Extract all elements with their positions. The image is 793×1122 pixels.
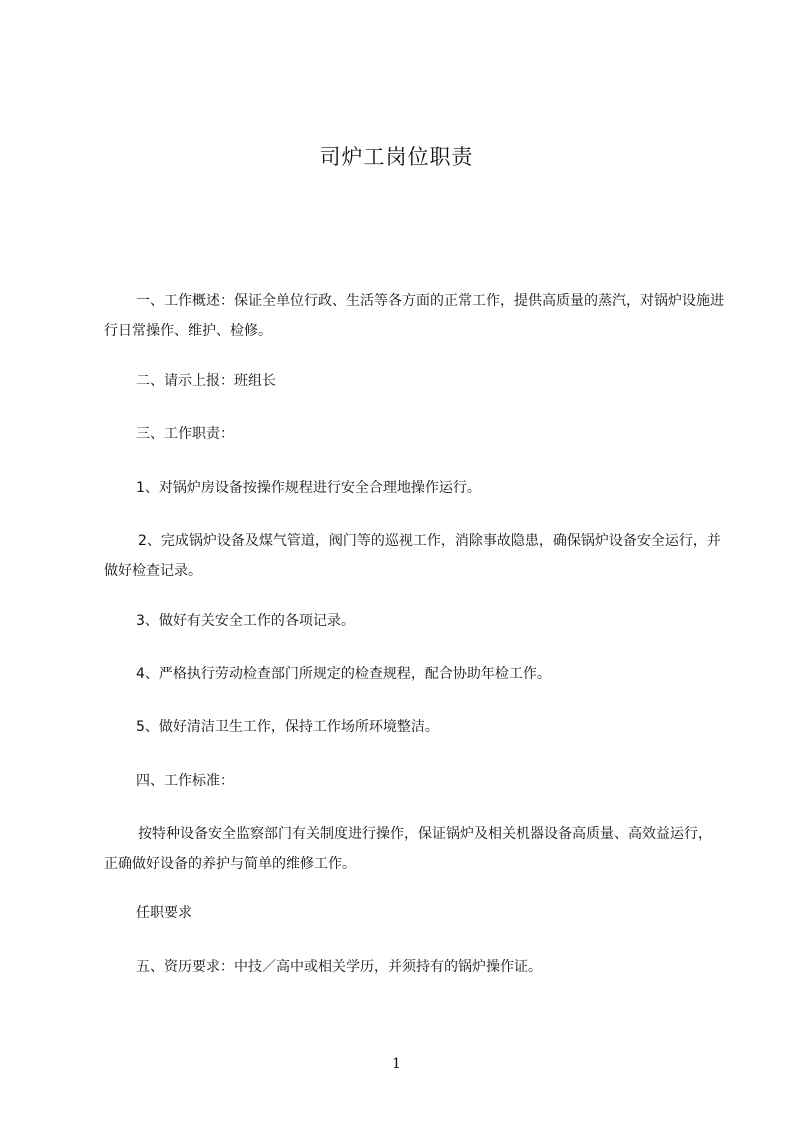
paragraph-overview: 一、工作概述：保证全单位行政、生活等各方面的正常工作，提供高质量的蒸汽，对锅炉设施进行日常操作、维护、检修。 [104,293,724,339]
paragraph-standards: 按特种设备安全监察部门有关制度进行操作，保证锅炉及相关机器设备高质量、高效益运行，正确做好设备的养护与简单的维修工作。 [104,826,712,872]
paragraph-duty-3: 3、做好有关安全工作的各项记录。 [136,613,355,629]
paragraph-duty-2: 2、完成锅炉设备及煤气管道，阀门等的巡视工作，消除事故隐患，确保锅炉设备安全运行，并做好检查记录。 [104,533,721,579]
paragraph-report-to: 二、请示上报：班组长 [136,373,276,389]
page-number: 1 [392,1056,401,1072]
paragraph-duty-4: 4、严格执行劳动检查部门所规定的检查规程，配合协助年检工作。 [136,666,551,682]
document-title: 司炉工岗位职责 [319,145,474,169]
paragraph-standards-heading: 四、工作标准： [136,773,234,789]
paragraph-requirements-heading: 任职要求 [136,905,192,921]
paragraph-qualifications: 五、资历要求：中技／高中或相关学历，并须持有的锅炉操作证。 [136,959,542,975]
paragraph-duty-1: 1、对锅炉房设备按操作规程进行安全合理地操作运行。 [136,480,481,496]
paragraph-duties-heading: 三、工作职责： [136,426,234,442]
paragraph-duty-5: 5、做好清洁卫生工作，保持工作场所环境整洁。 [136,719,439,735]
